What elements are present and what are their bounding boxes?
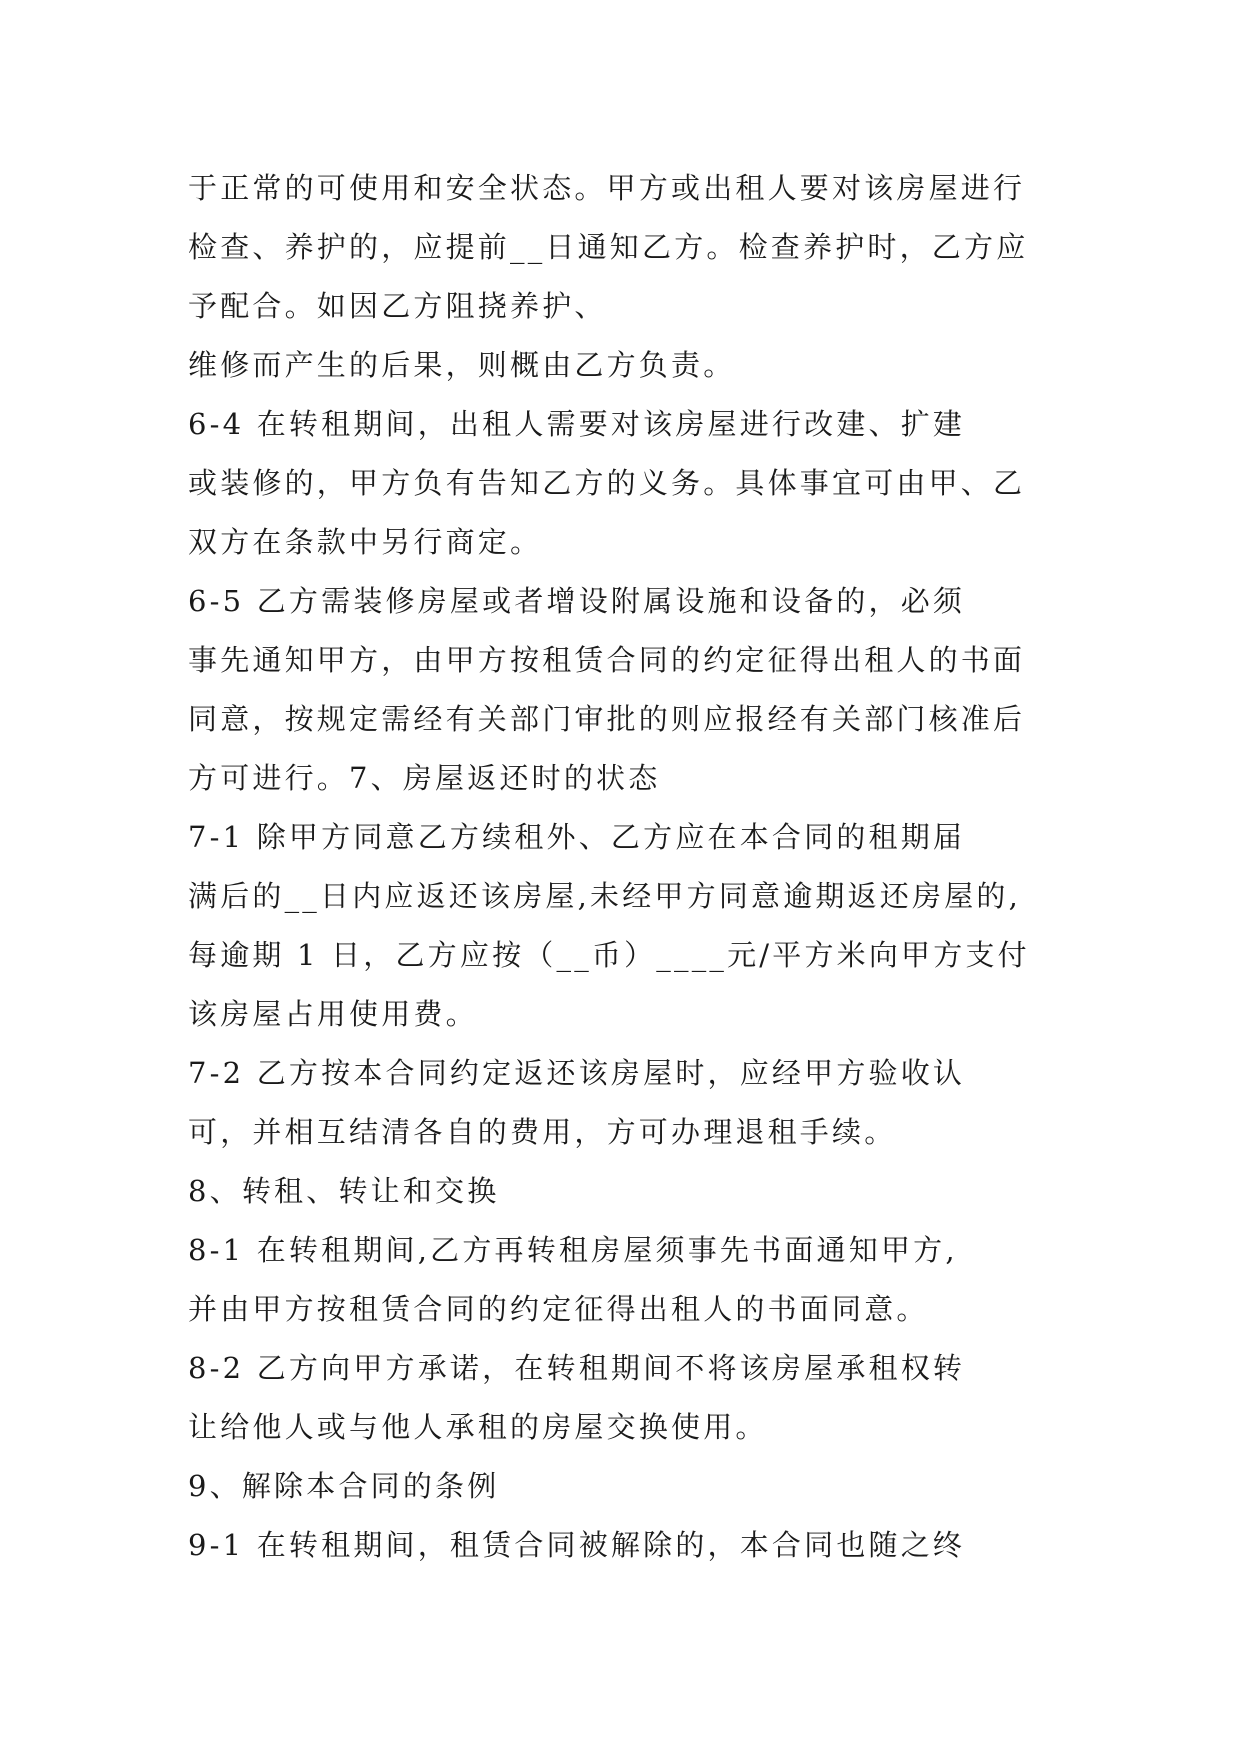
text-line: 于正常的可使用和安全状态。甲方或出租人要对该房屋进行 xyxy=(188,171,1026,205)
clause-9-1: 9-1 在转租期间，租赁合同被解除的，本合同也随之终 xyxy=(188,1528,966,1562)
text-line: 双方在条款中另行商定。 xyxy=(188,525,543,559)
section-heading-9: 9、解除本合同的条例 xyxy=(188,1469,500,1503)
text-line: 方可进行。7、房屋返还时的状态 xyxy=(188,761,661,795)
text-line: 并由甲方按租赁合同的约定征得出租人的书面同意。 xyxy=(188,1292,929,1326)
clause-7-1: 7-1 除甲方同意乙方续租外、乙方应在本合同的租期届 xyxy=(188,820,966,854)
text-line: 可，并相互结清各自的费用，方可办理退租手续。 xyxy=(188,1115,897,1149)
clause-6-4: 6-4 在转租期间，出租人需要对该房屋进行改建、扩建 xyxy=(188,407,966,441)
clause-8-1: 8-1 在转租期间,乙方再转租房屋须事先书面通知甲方, xyxy=(188,1233,958,1267)
text-line: 该房屋占用使用费。 xyxy=(188,997,478,1031)
text-line: 予配合。如因乙方阻挠养护、 xyxy=(188,289,607,323)
text-line: 检查、养护的，应提前__日通知乙方。检查养护时，乙方应 xyxy=(188,230,1029,264)
text-line: 维修而产生的后果，则概由乙方负责。 xyxy=(188,348,736,382)
clause-7-2: 7-2 乙方按本合同约定返还该房屋时，应经甲方验收认 xyxy=(188,1056,966,1090)
text-line: 让给他人或与他人承租的房屋交换使用。 xyxy=(188,1410,768,1444)
text-line: 或装修的，甲方负有告知乙方的义务。具体事宜可由甲、乙 xyxy=(188,466,1026,500)
clause-6-5: 6-5 乙方需装修房屋或者增设附属设施和设备的，必须 xyxy=(188,584,966,618)
text-line: 每逾期 1 日，乙方应按（__币）____元/平方米向甲方支付 xyxy=(188,938,1030,972)
clause-8-2: 8-2 乙方向甲方承诺，在转租期间不将该房屋承租权转 xyxy=(188,1351,966,1385)
document-body xyxy=(188,159,1058,1575)
section-heading-8: 8、转租、转让和交换 xyxy=(188,1174,500,1208)
text-line: 事先通知甲方，由甲方按租赁合同的约定征得出租人的书面 xyxy=(188,643,1026,677)
text-line: 满后的__日内应返还该房屋,未经甲方同意逾期返还房屋的, xyxy=(188,879,1022,913)
text-line: 同意，按规定需经有关部门审批的则应报经有关部门核准后 xyxy=(188,702,1026,736)
